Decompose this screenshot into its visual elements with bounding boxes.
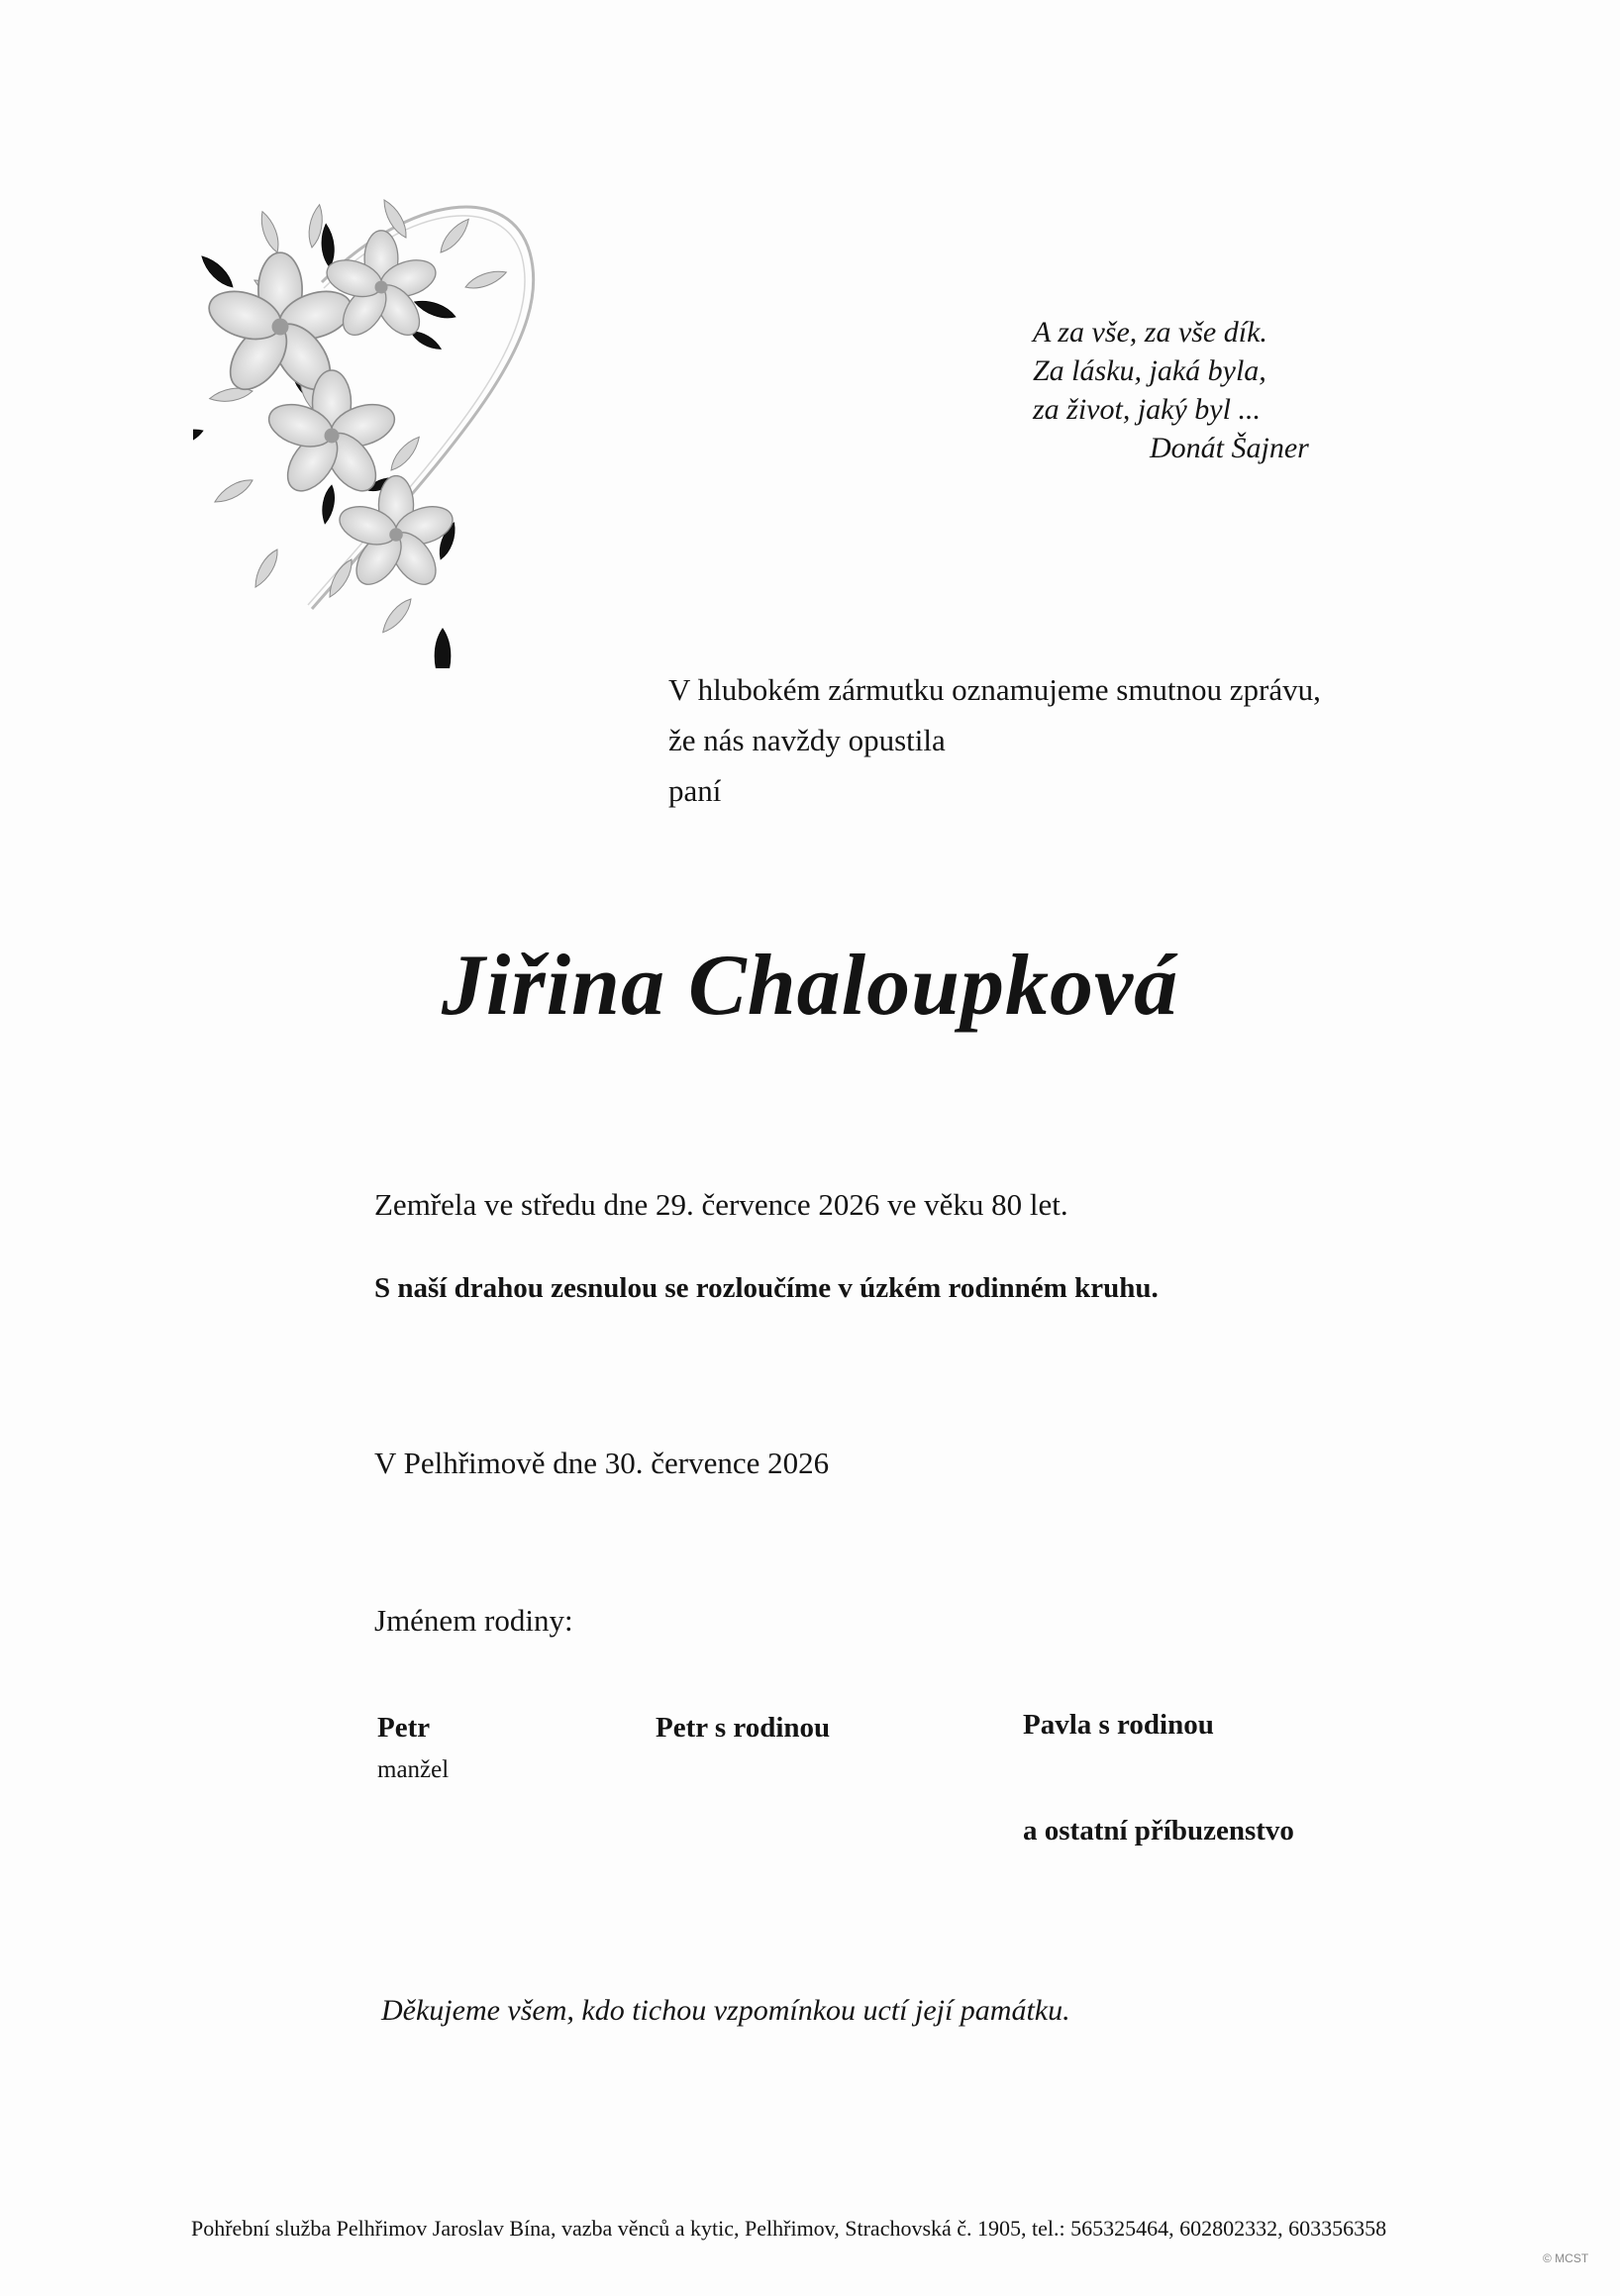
intro-line: V hlubokém zármutku oznamujeme smutnou zprávu, xyxy=(668,672,1321,707)
deceased-name: Jiřina Chaloupková xyxy=(441,938,1179,1034)
death-notice: Zemřela ve středu dne 29. července 2026 ve věku 80 let. xyxy=(374,1187,1068,1222)
quote-line: za život, jaký byl ... xyxy=(1033,393,1261,426)
signatory-second: Petr s rodinou xyxy=(656,1712,831,1744)
family-label: Jménem rodiny: xyxy=(374,1603,573,1638)
place-and-date: V Pelhřimově dne 30. července 2026 xyxy=(374,1446,830,1480)
quote-block xyxy=(1033,313,1309,467)
funeral-service-footer: Pohřební služba Pelhřimov Jaroslav Bína, vazba věnců a kytic, Pelhřimov, Strachovská č. 1905, tel.: 565325464, 602802332, 603356358 xyxy=(191,2216,1387,2241)
signatory-third: Pavla s rodinou xyxy=(1023,1709,1214,1741)
quote-line: Za lásku, jaká byla, xyxy=(1033,354,1266,387)
signatory-first: Petr xyxy=(377,1712,431,1744)
signatory-first-role: manžel xyxy=(377,1756,450,1783)
farewell-notice: S naší drahou zesnulou se rozloučíme v úzkém rodinném kruhu. xyxy=(374,1272,1159,1304)
thanks-line: Děkujeme všem, kdo tichou vzpomínkou uctí její památku. xyxy=(381,1994,1070,2027)
announcement-intro xyxy=(668,664,1321,816)
copyright: © MCST xyxy=(1543,2251,1589,2265)
quote-author: Donát Šajner xyxy=(1150,432,1309,464)
floral-heart-icon xyxy=(193,193,658,668)
quote-line: A za vše, za vše dík. xyxy=(1033,316,1267,349)
intro-line: paní xyxy=(668,773,722,808)
intro-line: že nás navždy opustila xyxy=(668,723,946,757)
signatory-others: a ostatní příbuzenstvo xyxy=(1023,1815,1294,1847)
